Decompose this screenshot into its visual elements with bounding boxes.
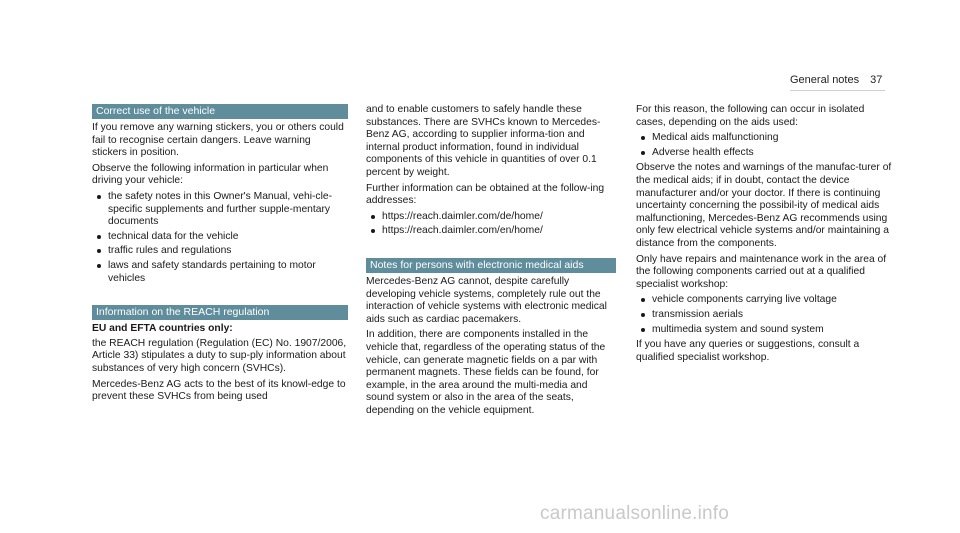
paragraph: the REACH regulation (Regulation (EC) No. 1907/2006, Article 33) stipulates a duty to sup-ply information about substances of very high concern (SVHCs). <box>92 337 347 374</box>
header-rule <box>790 90 885 91</box>
list-item-text: traffic rules and regulations <box>108 245 232 257</box>
link-en[interactable]: https://reach.daimler.com/en/home/ <box>382 225 543 237</box>
list-item <box>366 211 616 224</box>
section-heading-medical-aids: Notes for persons with electronic medical aids <box>366 258 616 273</box>
bullet-list <box>636 132 892 159</box>
list-item-text: the safety notes in this Owner's Manual, vehi-cle-specific supplements and further supple-mentary documents <box>108 190 333 228</box>
bullet-list <box>636 294 892 336</box>
list-item <box>366 225 616 238</box>
bullet-icon <box>641 328 645 332</box>
list-item <box>636 294 892 307</box>
paragraph: Mercedes-Benz AG acts to the best of its knowl-edge to prevent these SVHCs from being used <box>92 378 346 403</box>
bullet-icon <box>97 195 101 199</box>
list-item-text: Adverse health effects <box>652 146 754 158</box>
bullet-icon <box>97 264 101 268</box>
paragraph: Observe the following information in particular when driving your vehicle: <box>92 162 329 187</box>
column-1 <box>92 104 348 407</box>
list-item <box>92 260 348 285</box>
list-item-text: Medical aids malfunctioning <box>652 132 779 144</box>
list-item <box>92 191 348 229</box>
running-head <box>790 74 882 86</box>
paragraph: For this reason, the following can occur in isolated cases, depending on the aids used: <box>636 104 865 128</box>
link-list <box>366 211 616 238</box>
paragraph: Only have repairs and maintenance work in the area of the following components carried out at a qualified specialist workshop: <box>636 253 887 290</box>
paragraph: and to enable customers to safely handle these substances. There are SVHCs known to Mercedes-Benz AG, according to supplier informa-tion and internal product information, found in individual components of this vehicle in quantities of over 0.1 percent by weight. <box>366 104 601 178</box>
bullet-icon <box>641 136 645 140</box>
column-3 <box>636 104 892 367</box>
bullet-icon <box>371 229 375 233</box>
paragraph: If you remove any warning stickers, you or others could fail to recognise certain dangers. Leave warning stickers in position. <box>92 122 344 159</box>
bullet-list <box>92 191 348 285</box>
list-item <box>636 309 892 322</box>
paragraph: Further information can be obtained at the follow-ing addresses: <box>366 182 605 207</box>
paragraph: In addition, there are components installed in the vehicle that, regardless of the operating status of the vehicle, can generate magnetic fields on a par with permanent magnets. These fields can be found, for example, in the area around the multi-media and sound system or also in the area of the seats, depending on the vehicle equipment. <box>366 329 606 416</box>
page-number: 37 <box>870 74 883 86</box>
section-heading-reach: Information on the REACH regulation <box>92 305 348 320</box>
list-item <box>636 147 892 160</box>
paragraph: Mercedes-Benz AG cannot, despite carefully developing vehicle systems, completely rule out the interaction of vehicle systems with electronic medical aids such as cardiac pacemakers. <box>366 275 607 325</box>
paragraph: If you have any queries or suggestions, consult a qualified specialist workshop. <box>636 339 860 363</box>
list-item <box>636 324 892 337</box>
subheading: EU and EFTA countries only: <box>92 323 233 335</box>
list-item-text: transmission aerials <box>652 308 743 320</box>
bullet-icon <box>641 298 645 302</box>
list-item-text: vehicle components carrying live voltage <box>652 294 837 306</box>
running-head-title: General notes <box>790 74 860 86</box>
bullet-icon <box>371 215 375 219</box>
paragraph: Observe the notes and warnings of the manufac-turer of the medical aids; if in doubt, contact the device manufacturer and/or your doctor. If there is continuing uncertainty concerning the possibil-ity of medical aids malfunctioning, Mercedes-Benz AG recommends using only few electrical vehicle systems and/or maintaining a distance from the components. <box>636 162 892 249</box>
section-heading-correct-use: Correct use of the vehicle <box>92 104 348 119</box>
list-item-text: multimedia system and sound system <box>652 323 824 335</box>
bullet-icon <box>97 249 101 253</box>
watermark: carmanualsonline.info <box>540 503 730 524</box>
list-item <box>636 132 892 145</box>
list-item <box>92 245 348 258</box>
link-de[interactable]: https://reach.daimler.com/de/home/ <box>382 210 543 222</box>
list-item-text: laws and safety standards pertaining to motor vehicles <box>108 259 316 284</box>
list-item <box>92 231 348 244</box>
bullet-icon <box>641 151 645 155</box>
column-2 <box>366 104 616 420</box>
bullet-icon <box>97 235 101 239</box>
bullet-icon <box>641 313 645 317</box>
list-item-text: technical data for the vehicle <box>108 230 239 242</box>
